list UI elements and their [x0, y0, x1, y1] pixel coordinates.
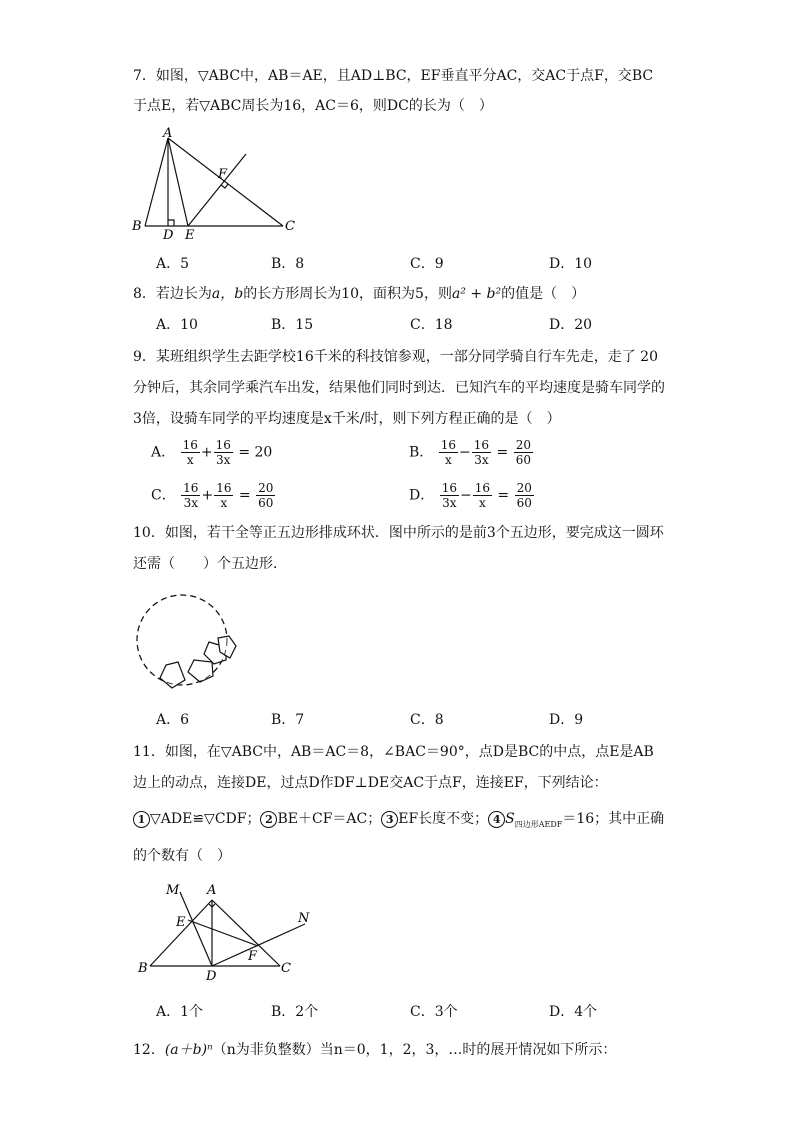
q8-option-a: A．10 — [156, 317, 198, 333]
q7-stem-line1: 7．如图，▽ABC中，AB＝AE，且AD⊥BC，EF垂直平分AC，交AC于点F，交BC — [133, 68, 654, 84]
q10-option-c: C．8 — [410, 712, 444, 728]
q8-stem-a: 8．若边长为 — [133, 286, 212, 302]
q9-option-d: D． $\frac{16}{3x}$ − $\frac{16}{x}$ = $\frac{20}{60}$ — [409, 481, 532, 510]
q11-option-c: C．3个 — [410, 1004, 458, 1020]
q7-label-D: D — [163, 228, 174, 241]
q7-stem-line2: 于点E，若▽ABC周长为16，AC＝6，则DC的长为（ ） — [133, 98, 493, 114]
q10-stem-line1: 10．如图，若干全等正五边形排成环状．图中所示的是前3个五边形，要完成这一圆环 — [133, 525, 664, 541]
q11-label-E: E — [176, 915, 186, 930]
q8-option-b: B．15 — [271, 317, 314, 333]
circled-number-2: 2 — [260, 811, 277, 828]
q11-option-a: A．1个 — [156, 1004, 204, 1020]
q7-option-a: A．5 — [156, 256, 190, 272]
q11-label-C: C — [281, 961, 291, 976]
circled-number-4: 4 — [488, 811, 505, 828]
q9-stem-line2: 分钟后，其余同学乘汽车出发，结果他们同时到达．已知汽车的平均速度是骑车同学的 — [133, 380, 665, 396]
q11-figure — [130, 880, 320, 980]
q11-label-B: B — [138, 961, 148, 976]
q8-option-d: D．20 — [549, 317, 593, 333]
q11-stem-line2: 边上的动点，连接DE，过点D作DF⊥DE交AC于点F，连接EF，下列结论： — [133, 775, 608, 791]
q8-option-c: C．18 — [410, 317, 453, 333]
q11-label-F: F — [248, 949, 258, 964]
q11-option-b: B．2个 — [271, 1004, 319, 1020]
q10-figure — [130, 590, 250, 700]
q7-label-E: E — [185, 228, 195, 241]
q8-stem — [133, 284, 585, 304]
q11-label-A: A — [207, 883, 217, 898]
circled-number-1: 1 — [133, 811, 150, 828]
q7-figure — [128, 126, 308, 241]
q8-stem-c: 的长方形周长为10，面积为5，则 — [243, 286, 452, 302]
q9-stem-line3: 3倍，设骑车同学的平均速度是x千米/时，则下列方程正确的是（ ） — [133, 411, 561, 427]
q12-expr: (a＋b)ⁿ — [164, 1042, 213, 1058]
q9-option-c: C． $\frac{16}{3x}$ + $\frac{16}{x}$ = $\frac{20}{60}$ — [151, 481, 274, 510]
q9-option-b: B． $\frac{16}{x}$ − $\frac{16}{3x}$ = $\frac{20}{60}$ — [409, 438, 531, 467]
q7-seg-EF-extended — [188, 154, 246, 226]
q10-option-d: D．9 — [549, 712, 584, 728]
q11-stem-line4: 的个数有（ ） — [133, 848, 231, 864]
q9-option-a: A． $\frac{16}{x}$ + $\frac{16}{3x}$ = 20 — [151, 438, 273, 467]
q11-conclusions: 1 ▽ADE≌▽CDF； 2 BE＋CF＝AC； 3 EF长度不变； 4 $S_{四边形AEDF}=16$；其中正确 — [133, 809, 664, 835]
q7-label-C: C — [285, 219, 295, 234]
q11-label-M: M — [166, 883, 180, 898]
q11-seg-AB — [150, 900, 212, 966]
q7-label-B: B — [132, 219, 142, 234]
q10-pentagon-2 — [188, 660, 213, 682]
q8-stem-d: 的值是（ ） — [501, 286, 586, 302]
q8-expr: a² + b² — [451, 286, 502, 302]
q7-option-d: D．10 — [549, 256, 593, 272]
q11-label-D: D — [206, 969, 217, 980]
q7-option-c: C．9 — [410, 256, 444, 272]
q8-stem-b: a，b — [211, 286, 244, 302]
q9-stem-line1: 9．某班组织学生去距学校16千米的科技馆参观，一部分同学骑自行车先走，走了 20 — [133, 349, 658, 365]
q12-rest: （n为非负整数）当n＝0，1，2，3，…时的展开情况如下所示： — [212, 1042, 617, 1058]
q11-seg-DN — [212, 924, 305, 966]
q7-label-A: A — [163, 126, 173, 141]
q10-stem-line2: 还需（ ）个五边形． — [133, 556, 287, 572]
q7-label-F: F — [218, 167, 228, 182]
q12-stem: 12．(a＋b)ⁿ（n为非负整数）当n＝0，1，2，3，…时的展开情况如下所示： — [133, 1042, 617, 1058]
q11-option-d: D．4个 — [549, 1004, 598, 1020]
circled-number-3: 3 — [381, 811, 398, 828]
q10-option-b: B．7 — [271, 712, 305, 728]
q11-label-N: N — [298, 911, 310, 926]
q7-option-b: B．8 — [271, 256, 305, 272]
q7-seg-AB — [145, 138, 168, 226]
q11-seg-EF — [188, 920, 258, 946]
q7-right-angle-D — [168, 220, 174, 226]
q11-stem-line1: 11．如图，在▽ABC中，AB＝AC＝8，∠BAC＝90°，点D是BC的中点，点E是AB — [133, 744, 654, 760]
q10-option-a: A．6 — [156, 712, 190, 728]
